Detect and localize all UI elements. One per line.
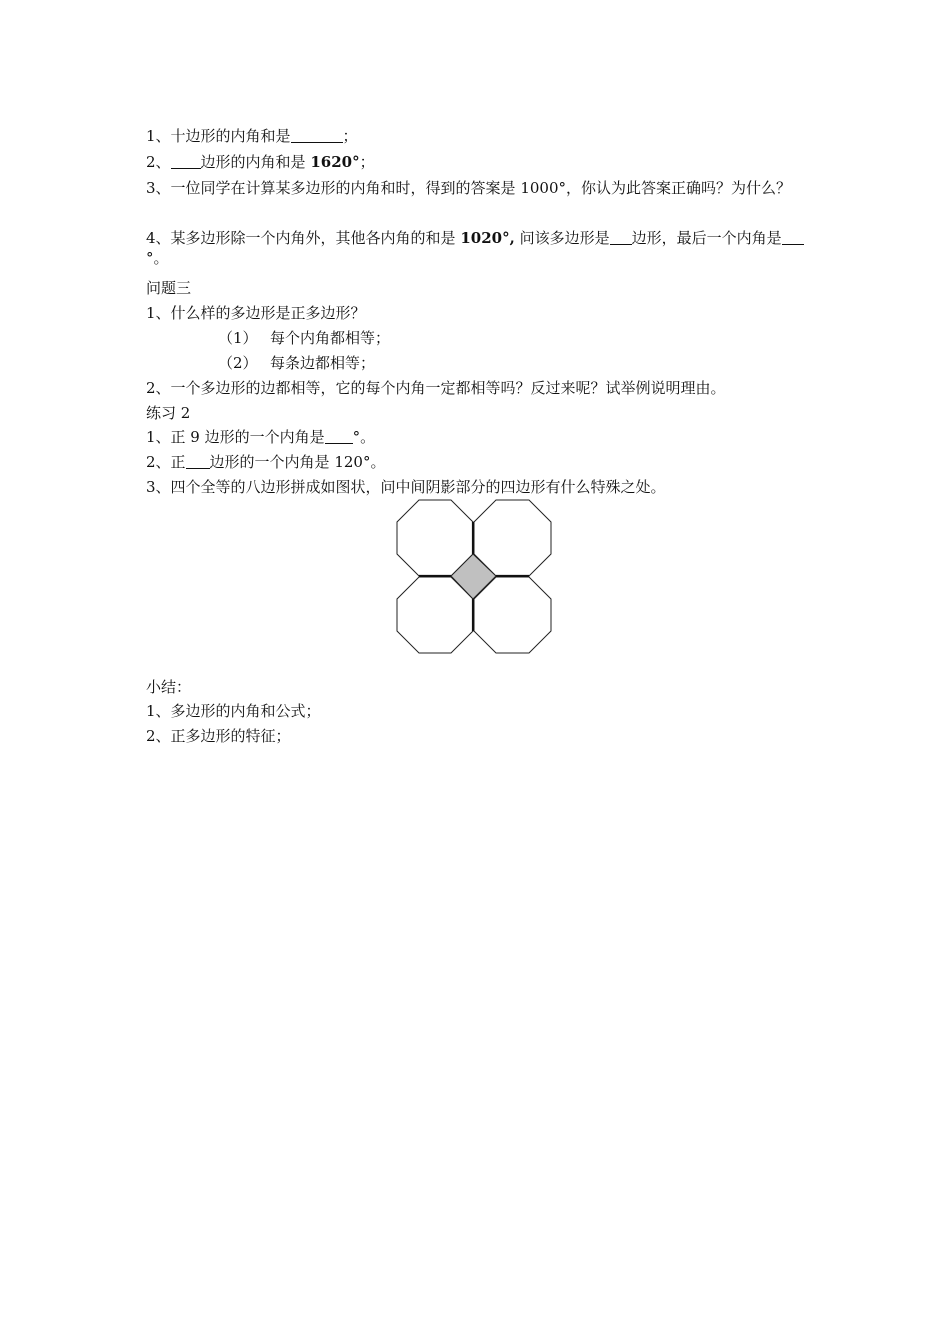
- question-4-text-2: 问该多边形是: [514, 229, 610, 247]
- problem-1: 1、什么样的多边形是正多边形？: [146, 304, 366, 322]
- summary-heading: 小结：: [146, 678, 192, 696]
- angle-sum-value: 1020°,: [460, 229, 515, 247]
- condition-1-text: 每个内角都相等；: [270, 329, 391, 347]
- answer-blank: [782, 230, 804, 245]
- exercise-1: [146, 427, 375, 447]
- question-2: [146, 152, 375, 172]
- summary-item-1: 1、多边形的内角和公式；: [146, 702, 321, 720]
- question-1-end: ；: [342, 127, 358, 145]
- condition-1-number: （1）: [218, 329, 258, 347]
- exercise-1-text: 1、正 9 边形的一个内角是: [146, 428, 325, 446]
- answer-blank: [186, 454, 210, 469]
- angle-sum-value: 1620°: [310, 153, 360, 171]
- octagon-top-left: [397, 500, 473, 576]
- answer-blank: [171, 154, 201, 169]
- question-2-end: ；: [359, 153, 375, 171]
- question-1-text: 1、十边形的内角和是: [146, 127, 291, 145]
- exercise-3: 3、四个全等的八边形拼成如图状，问中间阴影部分的四边形有什么特殊之处。: [146, 478, 666, 496]
- question-3: 3、一位同学在计算某多边形的内角和时，得到的答案是 1000°，你认为此答案正确吗？为什么？: [146, 179, 791, 197]
- summary-item-2: 2、正多边形的特征；: [146, 727, 291, 745]
- condition-2-text: 每条边都相等；: [270, 354, 376, 372]
- exercise-2: [146, 452, 385, 472]
- octagon-top-right: [474, 500, 551, 576]
- question-1: [146, 126, 358, 146]
- question-4: [146, 228, 810, 268]
- question-2-text: 边形的内角和是: [200, 153, 311, 171]
- question-4-text: 4、某多边形除一个内角外，其他各内角的和是: [146, 229, 461, 247]
- condition-1: [218, 328, 390, 348]
- octagon-bottom-right: [474, 577, 551, 653]
- answer-blank: [325, 429, 353, 444]
- question-2-number: 2、: [146, 153, 171, 171]
- practice-heading: 练习 2: [146, 404, 191, 422]
- exercise-2-text: 2、正: [146, 453, 186, 471]
- problem-2: 2、一个多边形的边都相等，它的每个内角一定都相等吗？反过来呢？试举例说明理由。: [146, 379, 726, 397]
- exercise-1-end: °。: [352, 428, 376, 446]
- answer-blank: [291, 128, 343, 143]
- section-heading: 问题三: [146, 279, 192, 297]
- condition-2: [218, 353, 375, 373]
- exercise-2-end: 边形的一个内角是 120°。: [209, 453, 386, 471]
- question-4-end: °。: [146, 249, 169, 267]
- octagon-tiling-figure: [396, 498, 554, 656]
- octagon-bottom-left: [397, 577, 473, 653]
- question-4-text-3: 边形，最后一个内角是: [631, 229, 782, 247]
- condition-2-number: （2）: [218, 354, 258, 372]
- answer-blank: [610, 230, 632, 245]
